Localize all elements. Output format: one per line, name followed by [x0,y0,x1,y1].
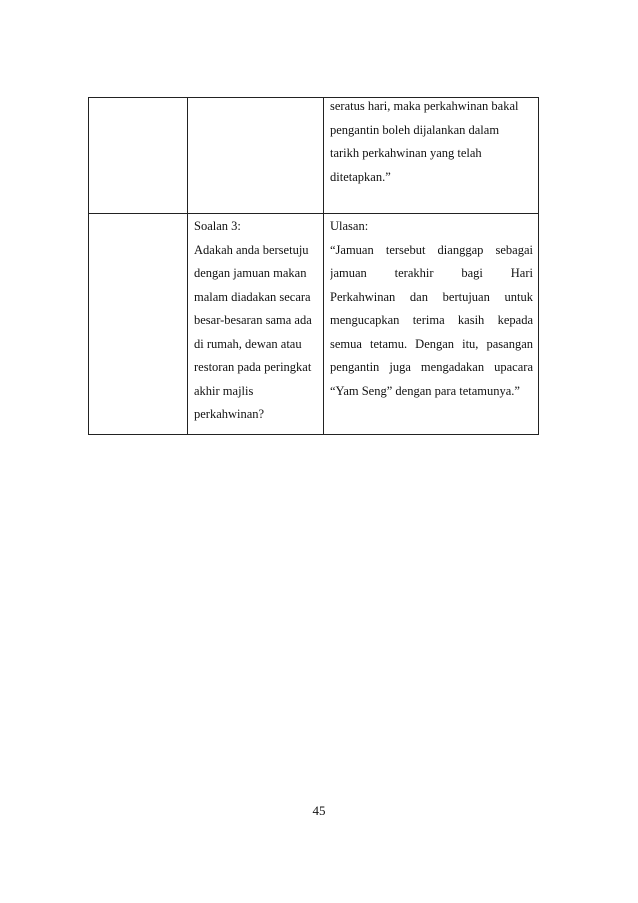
table-cell-empty [89,98,188,214]
question-label: Soalan 3: [194,219,241,233]
question-line: Adakah anda bersetuju [194,242,309,257]
question-line: dengan jamuan makan [194,266,307,280]
page-number: 45 [312,803,326,818]
answer-line: pengantin boleh dijalankan dalam [330,122,500,137]
table-cell-empty [188,98,324,214]
question-line: besar-besaran sama ada [194,313,312,327]
table-row [89,98,539,214]
answer-label: Ulasan: [330,219,369,233]
question-line: malam diadakan secara [194,289,311,304]
question-line: akhir majlis [194,383,254,398]
answer-cell [324,98,539,214]
answer-line: pengantin juga mengadakan upacara [330,360,533,374]
answer-line: mengucapkan terima kasih kepada [330,313,533,327]
question-line: di rumah, dewan atau [194,336,302,351]
answer-line: jamuan terakhir bagi Hari [330,266,533,280]
answer-line: tarikh perkahwinan yang telah [330,146,482,160]
answer-line: “Yam Seng” dengan para tetamunya.” [330,383,520,398]
answer-line: ditetapkan.” [330,169,391,184]
answer-line: semua tetamu. Dengan itu, pasangan [330,336,533,351]
table-row [89,214,539,435]
interview-table [88,97,539,435]
question-cell [188,214,324,435]
table-cell-empty [89,214,188,435]
question-line: perkahwinan? [194,407,265,421]
answer-line: “Jamuan tersebut dianggap sebagai [330,242,533,257]
question-line: restoran pada peringkat [194,360,312,374]
answer-line: Perkahwinan dan bertujuan untuk [330,289,533,304]
answer-line: seratus hari, maka perkahwinan bakal [330,99,519,113]
answer-cell [324,214,539,435]
